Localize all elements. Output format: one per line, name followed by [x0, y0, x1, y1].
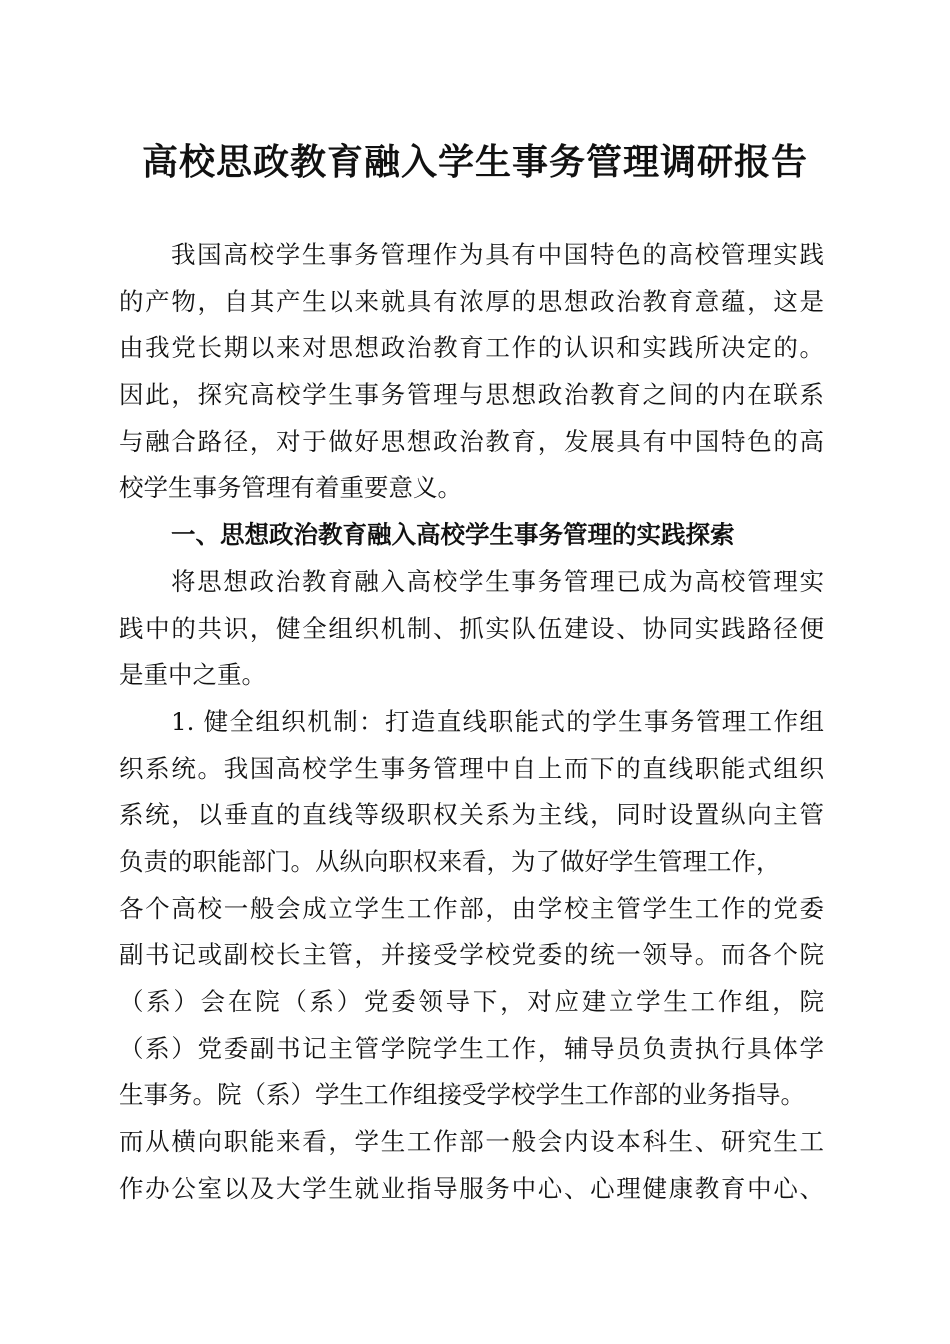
paragraph-line: 而从横向职能来看，学生工作部一般会内设本科生、研究生工 [119, 1127, 824, 1157]
paragraph-line: 1. 健全组织机制：打造直线职能式的学生事务管理工作组 [171, 706, 824, 736]
paragraph-line: 因此，探究高校学生事务管理与思想政治教育之间的内在联系 [119, 380, 824, 410]
paragraph-line: 的产物，自其产生以来就具有浓厚的思想政治教育意蕴，这是 [119, 286, 824, 316]
paragraph-line: 副书记或副校长主管，并接受学校党委的统一领导。而各个院 [119, 940, 824, 970]
document-title: 高校思政教育融入学生事务管理调研报告 [141, 141, 808, 183]
paragraph-line: （系）党委副书记主管学院学生工作，辅导员负责执行具体学 [119, 1033, 824, 1063]
paragraph-line: 生事务。院（系）学生工作组接受学校学生工作部的业务指导。 [119, 1080, 805, 1110]
section-heading: 一、思想政治教育融入高校学生事务管理的实践探索 [171, 520, 735, 550]
paragraph-line: 我国高校学生事务管理作为具有中国特色的高校管理实践 [171, 240, 824, 269]
paragraph-line: 系统，以垂直的直线等级职权关系为主线，同时设置纵向主管 [119, 800, 824, 830]
paragraph-line: 践中的共识，健全组织机制、抓实队伍建设、协同实践路径便 [119, 613, 824, 643]
paragraph-line: 各个高校一般会成立学生工作部，由学校主管学生工作的党委 [119, 893, 824, 923]
document-body [119, 232, 824, 1212]
paragraph-line: 将思想政治教育融入高校学生事务管理已成为高校管理实 [171, 566, 824, 596]
paragraph-line: （系）会在院（系）党委领导下，对应建立学生工作组，院 [119, 987, 824, 1016]
paragraph-line: 由我党长期以来对思想政治教育工作的认识和实践所决定的。 [119, 333, 824, 363]
paragraph-line: 是重中之重。 [119, 660, 266, 690]
paragraph-line: 校学生事务管理有着重要意义。 [119, 473, 462, 503]
paragraph-line: 与融合路径，对于做好思想政治教育，发展具有中国特色的高 [119, 426, 824, 456]
paragraph-line: 负责的职能部门。从纵向职权来看，为了做好学生管理工作， [119, 846, 781, 876]
paragraph-line: 织系统。我国高校学生事务管理中自上而下的直线职能式组织 [119, 753, 824, 783]
paragraph-line: 作办公室以及大学生就业指导服务中心、心理健康教育中心、 [119, 1173, 824, 1203]
